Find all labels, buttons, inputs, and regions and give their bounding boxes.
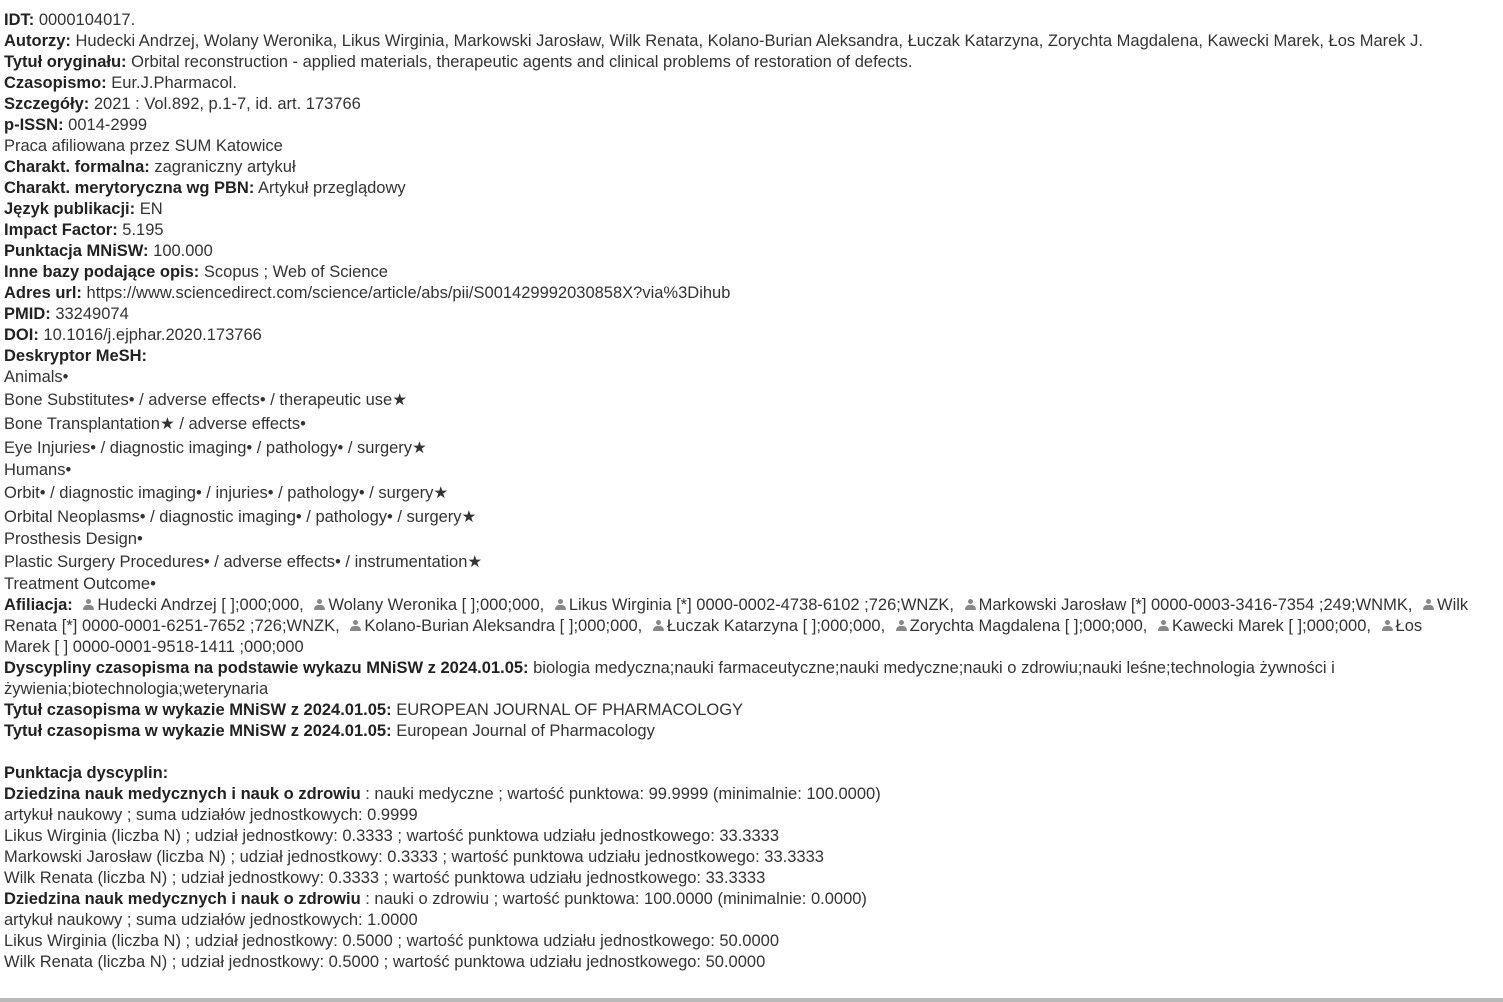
affiliation-item: Kawecki Marek [ ];000;000,	[1171, 617, 1371, 635]
mesh-item: Eye Injuries• / diagnostic imaging• / pathology• / surgery★	[4, 439, 427, 457]
journal-title-row	[4, 700, 1472, 721]
pmid-value: 33249074	[50, 305, 129, 323]
title-row	[4, 52, 1472, 73]
doi-value: 10.1016/j.ejphar.2020.173766	[38, 326, 262, 344]
url-link[interactable]: https://www.sciencedirect.com/science/article/abs/pii/S001429992030858X?via%3Dihub	[81, 284, 731, 302]
scoring-sum: artykuł naukowy ; suma udziałów jednostkowych: 1.0000	[4, 911, 418, 929]
formal-label: Charakt. formalna:	[4, 158, 150, 176]
mesh-item: Plastic Surgery Procedures• / adverse effects• / instrumentation★	[4, 553, 483, 571]
databases-row	[4, 262, 1472, 283]
affiliation-item: Łos Marek [ ] 0000-0001-9518-1411 ;000;000	[4, 617, 1423, 656]
disciplines-row	[4, 658, 1472, 700]
issn-label: p-ISSN:	[4, 116, 64, 134]
points-label: Punktacja MNiSW:	[4, 242, 149, 260]
affiliation-item: Hudecki Andrzej [ ];000;000,	[97, 596, 304, 614]
mesh-item: Animals•	[4, 368, 69, 386]
language-row	[4, 199, 1472, 220]
scoring-author-row: Markowski Jarosław (liczba N) ; udział jednostkowy: 0.3333 ; wartość punktowa udziału jednostkowego: 33.3333	[4, 848, 824, 866]
details-value: 2021 : Vol.892, p.1-7, id. art. 173766	[89, 95, 361, 113]
databases-value: Scopus ; Web of Science	[199, 263, 388, 281]
databases-label: Inne bazy podające opis:	[4, 263, 200, 281]
points-value: 100.000	[148, 242, 213, 260]
title-value: Orbital reconstruction - applied materials, therapeutic agents and clinical problems of restoration of defects.	[126, 53, 913, 71]
journal-label: Czasopismo:	[4, 74, 107, 92]
person-icon	[1382, 620, 1393, 632]
url-label: Adres url:	[4, 284, 82, 302]
publication-record	[4, 10, 1472, 973]
mesh-item: Orbit• / diagnostic imaging• / injuries• / pathology• / surgery★	[4, 484, 449, 502]
scoring-block	[4, 889, 1472, 973]
scoring-field-name: Dziedzina nauk medycznych i nauk o zdrowiu	[4, 785, 361, 803]
scoring-label: Punktacja dyscyplin:	[4, 764, 169, 782]
journal-title-value: EUROPEAN JOURNAL OF PHARMACOLOGY	[391, 701, 744, 719]
authors-value: Hudecki Andrzej, Wolany Weronika, Likus Wirginia, Markowski Jarosław, Wilk Renata, Kolano-Burian Aleksandra, Łuczak Katarzyna, Zorychta Magdalena, Kawecki Marek, Łos Marek J.	[70, 32, 1423, 50]
merit-row	[4, 178, 1472, 199]
affiliation-item: Likus Wirginia [*] 0000-0002-4738-6102 ;726;WNZK,	[568, 596, 955, 614]
affiliation-label: Afiliacja:	[4, 596, 73, 614]
mesh-item: Treatment Outcome•	[4, 575, 156, 593]
formal-value: zagraniczny artykuł	[149, 158, 296, 176]
scoring-field-name: Dziedzina nauk medycznych i nauk o zdrowiu	[4, 890, 361, 908]
points-row	[4, 241, 1472, 262]
idt-label: IDT:	[4, 11, 35, 29]
person-icon	[350, 620, 361, 632]
person-icon	[1423, 599, 1434, 611]
details-row	[4, 94, 1472, 115]
journal-title-label: Tytuł czasopisma w wykazie MNiSW z 2024.01.05:	[4, 722, 392, 740]
title-label: Tytuł oryginału:	[4, 53, 127, 71]
affiliation-item: Wolany Weronika [ ];000;000,	[328, 596, 545, 614]
authors-row	[4, 31, 1472, 52]
formal-row	[4, 157, 1472, 178]
mesh-item: Humans•	[4, 461, 72, 479]
impact-value: 5.195	[117, 221, 164, 239]
scoring-field-row	[4, 889, 1472, 910]
person-icon	[653, 620, 664, 632]
pmid-row	[4, 304, 1472, 325]
scoring-sum: artykuł naukowy ; suma udziałów jednostkowych: 0.9999	[4, 806, 418, 824]
idt-row	[4, 10, 1472, 31]
scoring-author-row: Wilk Renata (liczba N) ; udział jednostkowy: 0.3333 ; wartość punktowa udziału jednostkowego: 33.3333	[4, 869, 766, 887]
details-label: Szczegóły:	[4, 95, 90, 113]
scoring-field-summary: : nauki o zdrowiu ; wartość punktowa: 100.0000 (minimalnie: 0.0000)	[360, 890, 867, 908]
doi-row	[4, 325, 1472, 346]
person-icon	[83, 599, 94, 611]
scoring-author-row: Likus Wirginia (liczba N) ; udział jednostkowy: 0.3333 ; wartość punktowa udziału jednostkowego: 33.3333	[4, 827, 780, 845]
mesh-item: Bone Transplantation★ / adverse effects•	[4, 415, 306, 433]
disciplines-value: biologia medyczna;nauki farmaceutyczne;nauki medyczne;nauki o zdrowiu;nauki leśne;technologia żywności i żywienia;biotechnologia;weterynaria	[4, 659, 1335, 698]
disciplines-label: Dyscypliny czasopisma na podstawie wykazu MNiSW z 2024.01.05:	[4, 659, 529, 677]
affiliation-item: Markowski Jarosław [*] 0000-0003-3416-7354 ;249;WNMK,	[978, 596, 1413, 614]
affiliated-note: Praca afiliowana przez SUM Katowice	[4, 137, 283, 155]
issn-row	[4, 115, 1472, 136]
doi-label: DOI:	[4, 326, 39, 344]
horizontal-scrollbar[interactable]	[0, 998, 1503, 1002]
issn-value: 0014-2999	[63, 116, 148, 134]
person-icon	[896, 620, 907, 632]
impact-label: Impact Factor:	[4, 221, 118, 239]
language-value: EN	[135, 200, 163, 218]
affiliation-row	[4, 595, 1472, 658]
merit-label: Charakt. merytoryczna wg PBN:	[4, 179, 255, 197]
language-label: Język publikacji:	[4, 200, 136, 218]
mesh-item: Bone Substitutes• / adverse effects• / therapeutic use★	[4, 391, 408, 409]
scoring-block	[4, 784, 1472, 889]
idt-value: 0000104017.	[34, 11, 136, 29]
scoring-author-row: Wilk Renata (liczba N) ; udział jednostkowy: 0.5000 ; wartość punktowa udziału jednostkowego: 50.0000	[4, 953, 766, 971]
spacer	[4, 742, 1472, 763]
url-row	[4, 283, 1472, 304]
merit-value: Artykuł przeglądowy	[254, 179, 406, 197]
mesh-label: Deskryptor MeSH:	[4, 347, 148, 365]
affiliation-item: Zorychta Magdalena [ ];000;000,	[909, 617, 1148, 635]
scoring-field-row	[4, 784, 1472, 805]
affiliation-item: Łuczak Katarzyna [ ];000;000,	[666, 617, 886, 635]
journal-title-row	[4, 721, 1472, 742]
person-icon	[555, 599, 566, 611]
scoring-author-row: Likus Wirginia (liczba N) ; udział jednostkowy: 0.5000 ; wartość punktowa udziału jednostkowego: 50.0000	[4, 932, 780, 950]
person-icon	[314, 599, 325, 611]
affiliation-item: Wilk Renata [*] 0000-0001-6251-7652 ;726;WNZK,	[4, 596, 1469, 635]
journal-value: Eur.J.Pharmacol.	[106, 74, 237, 92]
mesh-item: Orbital Neoplasms• / diagnostic imaging• / pathology• / surgery★	[4, 508, 477, 526]
journal-title-value: European Journal of Pharmacology	[391, 722, 655, 740]
scoring-field-summary: : nauki medyczne ; wartość punktowa: 99.9999 (minimalnie: 100.0000)	[360, 785, 881, 803]
pmid-label: PMID:	[4, 305, 51, 323]
person-icon	[1158, 620, 1169, 632]
mesh-item: Prosthesis Design•	[4, 530, 143, 548]
impact-row	[4, 220, 1472, 241]
journal-title-label: Tytuł czasopisma w wykazie MNiSW z 2024.01.05:	[4, 701, 392, 719]
person-icon	[965, 599, 976, 611]
mesh-list	[4, 367, 1472, 595]
authors-label: Autorzy:	[4, 32, 71, 50]
journal-row	[4, 73, 1472, 94]
affiliation-item: Kolano-Burian Aleksandra [ ];000;000,	[364, 617, 643, 635]
